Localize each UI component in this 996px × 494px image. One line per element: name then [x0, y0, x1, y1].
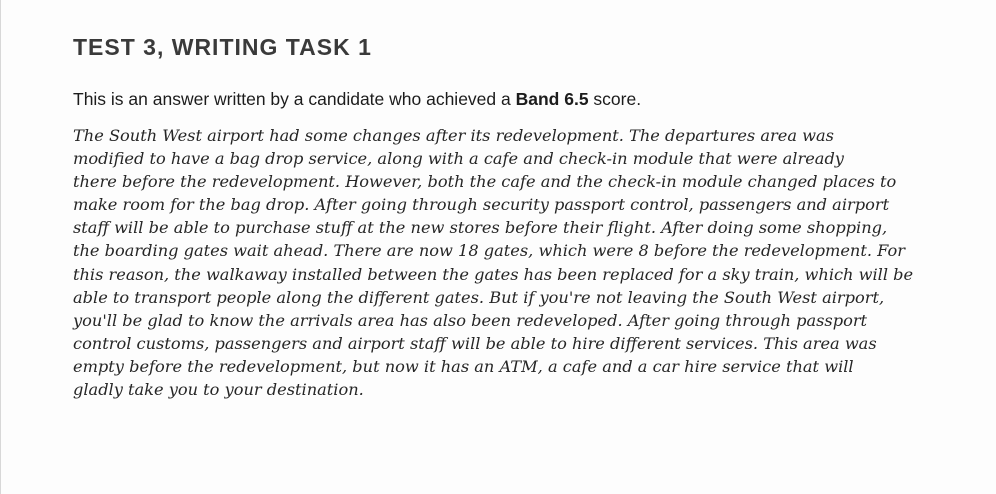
- intro-text: [73, 89, 641, 110]
- intro-suffix: score.: [588, 89, 642, 109]
- band-score: Band 6.5: [515, 89, 589, 109]
- answer-line: you'll be glad to know the arrivals area has also been redeveloped. After going through passport: [73, 310, 868, 330]
- answer-line: empty before the redevelopment, but now it has an ATM, a cafe and a car hire service that will: [73, 356, 854, 376]
- answer-line: control customs, passengers and airport staff will be able to hire different services. This area was: [73, 333, 877, 353]
- answer-line: modified to have a bag drop service, along with a cafe and check-in module that were already: [73, 149, 844, 169]
- answer-line: able to transport people along the different gates. But if you're not leaving the South West airport,: [73, 287, 885, 307]
- answer-line: The South West airport had some changes after its redevelopment. The departures area was: [73, 126, 834, 145]
- answer-line: the boarding gates wait ahead. There are now 18 gates, which were 8 before the redevelopment. For: [73, 241, 905, 261]
- answer-line: make room for the bag drop. After going through security passport control, passengers and airport: [73, 195, 890, 215]
- candidate-answer: [73, 124, 933, 401]
- intro-prefix: This is an answer written by a candidate who achieved a: [73, 89, 516, 109]
- page-title: TEST 3, WRITING TASK 1: [73, 34, 372, 60]
- answer-line: there before the redevelopment. However, both the cafe and the check-in module changed places to: [73, 172, 897, 192]
- answer-line: gladly take you to your destination.: [73, 380, 364, 400]
- answer-line: this reason, the walkaway installed between the gates has been replaced for a sky train, which will be: [73, 264, 914, 284]
- answer-line: staff will be able to purchase stuff at the new stores before their flight. After doing some shopping,: [73, 218, 888, 238]
